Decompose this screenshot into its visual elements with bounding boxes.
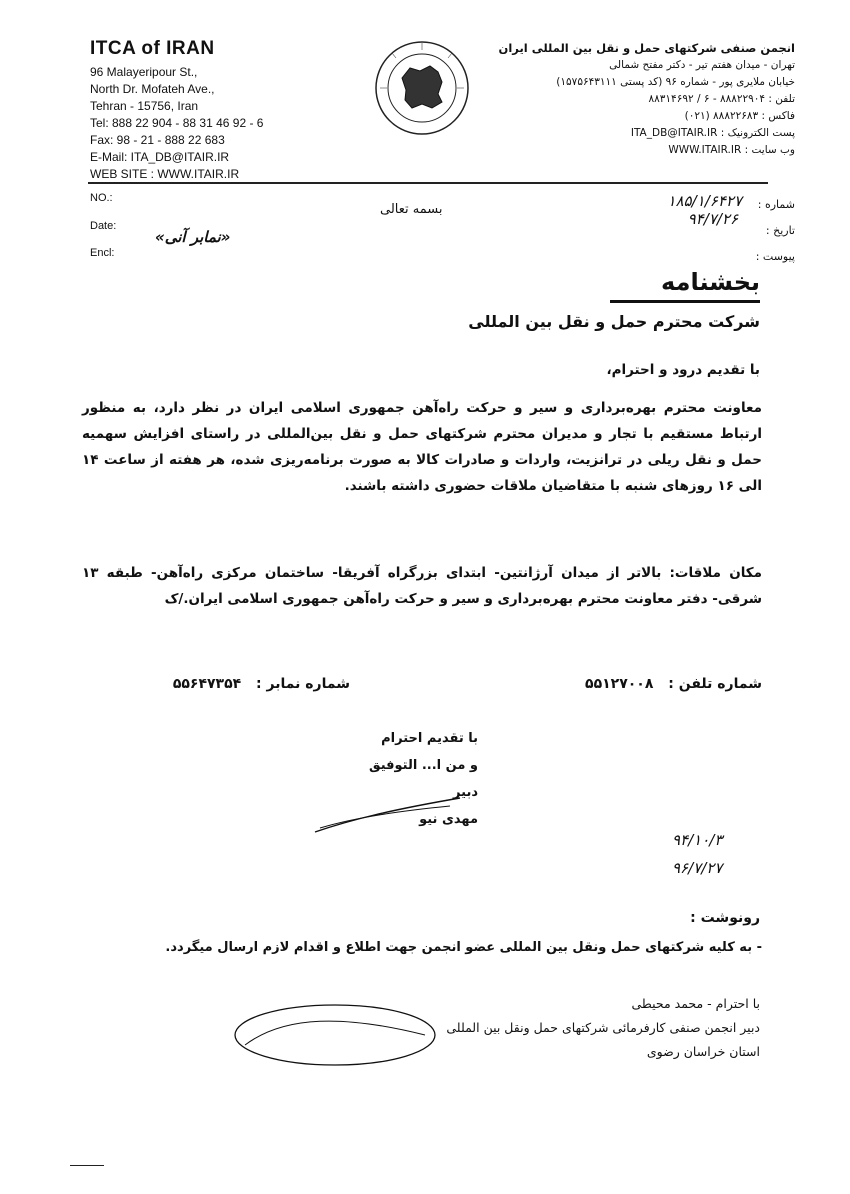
address-line: 96 Malayeripour St.,	[90, 65, 198, 79]
sig-line: با احترام - محمد محیطی	[631, 996, 760, 1011]
phone-value: ۵۵۱۲۷۰۰۸	[585, 676, 654, 692]
address-line-fa: خیابان ملایری پور - شماره ۹۶ (کد پستی ۱۵۷۵۶۴۳۱۱۱)	[556, 76, 795, 88]
signer-name: مهدی نیو	[419, 812, 478, 827]
signature-scribble	[310, 780, 470, 840]
cc-item: - به کلیه شرکتهای حمل ونقل بین المللی عضو انجمن جهت اطلاع و اقدام لازم ارسال میگردد.	[165, 940, 762, 955]
footer-mark	[70, 1165, 104, 1166]
email-line: E-Mail: ITA_DB@ITAIR.IR	[90, 150, 230, 164]
website-line: WEB SITE : WWW.ITAIR.IR	[90, 167, 240, 181]
handwritten-note	[672, 826, 722, 882]
tel-line: Tel: 888 22 904 - 88 31 46 92 - 6	[90, 116, 264, 130]
bismillah: بسمه تعالی	[380, 202, 443, 217]
encl-label: Encl:	[90, 247, 115, 259]
fax-line: Fax: 98 - 21 - 888 22 683	[90, 133, 225, 147]
encl-label-fa: پیوست :	[755, 250, 795, 263]
note-line: ۹۶/۷/۲۷	[672, 859, 723, 877]
address-line-fa: تهران - میدان هفتم تیر - دکتر مفتح شمالی	[609, 59, 795, 71]
greeting: با تقدیم درود و احترام،	[606, 362, 760, 378]
fax-value: ۵۵۶۴۷۳۵۴	[172, 676, 242, 692]
title-underline	[610, 300, 760, 303]
letter-body: معاونت محترم بهره‌برداری و سیر و حرکت راه‌آهن جمهوری اسلامی ایران در نظر دارد، به منظور ارتباط مستقیم با تجار و مدیران محترم شرکتهای حمل و نقل بین‌المللی در راستای افزایش سهمیه حمل و نقل ریلی در ترانزیت، واردات و صادرات کالا به صورت برنامه‌ریزی شده، هر هفته از ساعت ۱۴ الی ۱۶ روزهای شنبه با متقاضیان ملاقات حضوری داشته باشند.	[82, 400, 762, 494]
letter-title: بخشنامه	[661, 268, 760, 296]
meeting-location: مکان ملاقات: بالاتر از میدان آرژانتین- ابتدای بزرگراه آفریقا- ساختمان مرکزی راه‌آهن- طبقه ۱۳ شرقی- دفتر معاونت محترم بهره‌برداری و سیر و حرکت راه‌آهن جمهوری اسلامی ایران./ک	[82, 565, 762, 607]
no-label: NO.:	[90, 192, 113, 204]
cc-title: رونوشت :	[690, 910, 760, 926]
fax-line-fa: فاکس : ۸۸۸۲۲۶۸۳ (۰۲۱)	[684, 110, 795, 122]
tel-line-fa: تلفن : ۸۸۸۲۲۹۰۴ - ۶ / ۸۸۳۱۴۶۹۲	[648, 93, 795, 105]
note-line: ۹۴/۱۰/۳	[672, 831, 723, 849]
signature-scribble-2	[225, 995, 445, 1075]
phone-row	[585, 676, 762, 692]
email-line-fa: پست الکترونیک : ITA_DB@ITAIR.IR	[630, 127, 795, 139]
date-label-fa: تاریخ :	[765, 224, 795, 237]
closing-line: با تقدیم احترام	[381, 731, 478, 746]
closing-line: و من ا... التوفیق	[368, 758, 478, 773]
sig-line: دبیر انجمن صنفی کارفرمائی شرکتهای حمل ونقل بین المللی	[446, 1020, 760, 1035]
address-line: Tehran - 15756, Iran	[90, 99, 199, 113]
recipient: شرکت محترم حمل و نقل بین المللی	[468, 312, 760, 331]
phone-label: شماره تلفن :	[668, 676, 762, 692]
org-name-fa: انجمن صنفی شرکتهای حمل و نقل بین المللی ایران	[498, 41, 795, 55]
itca-logo	[372, 38, 472, 138]
letter-number: ۱۸۵/۱/۶۴۲۷	[667, 192, 742, 210]
header-divider	[88, 182, 768, 184]
sig-line: استان خراسان رضوی	[646, 1044, 760, 1059]
fax-row	[173, 676, 350, 692]
date-label: Date:	[90, 220, 117, 232]
address-line: North Dr. Mofateh Ave.,	[90, 82, 215, 96]
number-label-fa: شماره :	[757, 198, 795, 211]
org-name-en: ITCA of IRAN	[90, 38, 215, 59]
closing-title: دبیر	[453, 785, 478, 800]
fax-label: شماره نمابر :	[256, 676, 350, 692]
fax-tag: «نمابر آنی»	[155, 228, 231, 246]
letterhead-english	[90, 38, 340, 183]
letter-date: ۹۴/۷/۲۶	[687, 210, 738, 228]
letterhead-persian	[495, 40, 795, 159]
website-line-fa: وب سایت : WWW.ITAIR.IR	[668, 144, 795, 156]
